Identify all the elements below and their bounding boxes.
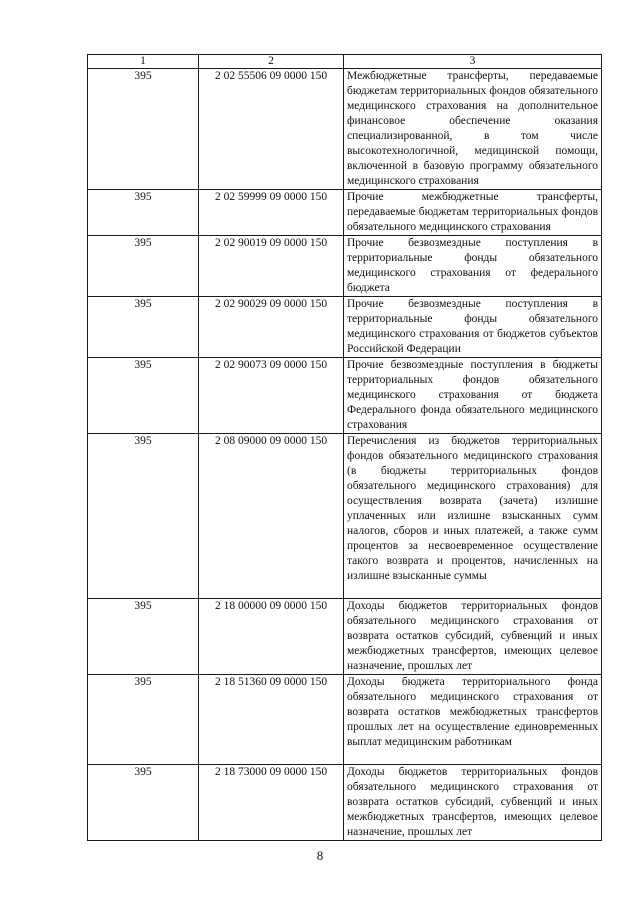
budget-code-cell: 2 02 90019 09 0000 150	[199, 236, 344, 297]
revenue-name-cell: Прочие безвозмездные поступления в территориальные фонды обязательного медицинского страхования от федерального бюджета	[344, 236, 602, 297]
table-row	[88, 236, 602, 297]
administrator-code-cell: 395	[88, 675, 199, 765]
column-number-row	[88, 55, 602, 69]
budget-code-cell: 2 02 90029 09 0000 150	[199, 297, 344, 358]
revenue-name-cell: Межбюджетные трансферты, передаваемые бюджетам территориальных фондов обязательного медицинского страхования на дополнительное финансовое обеспечение оказания специализированной, в том числе высокотехнологичной, медицинской помощи, включенной в базовую программу обязательного медицинского страхования	[344, 69, 602, 190]
table-row	[88, 434, 602, 599]
table-row	[88, 190, 602, 236]
administrator-code-cell: 395	[88, 190, 199, 236]
administrator-code-cell: 395	[88, 599, 199, 675]
revenue-name-cell: Прочие межбюджетные трансферты, передаваемые бюджетам территориальных фондов обязательного медицинского страхования	[344, 190, 602, 236]
revenue-name-cell: Доходы бюджетов территориальных фондов обязательного медицинского страхования от возврата остатков субсидий, субвенций и иных межбюджетных трансфертов, имеющих целевое назначение, прошлых лет	[344, 599, 602, 675]
table-row	[88, 297, 602, 358]
budget-code-cell: 2 02 59999 09 0000 150	[199, 190, 344, 236]
revenue-name-cell: Доходы бюджетов территориальных фондов обязательного медицинского страхования от возврата остатков субсидий, субвенций и иных межбюджетных трансфертов, имеющих целевое назначение, прошлых лет	[344, 765, 602, 841]
table-row	[88, 358, 602, 434]
table-row	[88, 599, 602, 675]
revenue-name-cell: Перечисления из бюджетов территориальных фондов обязательного медицинского страхования (в бюджеты территориальных фондов обязательного медицинского страхования) для осуществления возврата (зачета) излишне уплаченных или излишне взысканных сумм налогов, сборов и иных платежей, а также сумм процентов за несвоевременное осуществление такого возврата и процентов, начисленных на излишне взысканные суммы	[344, 434, 602, 599]
administrator-code-cell: 395	[88, 297, 199, 358]
budget-code-cell: 2 18 73000 09 0000 150	[199, 765, 344, 841]
revenue-name-cell: Прочие безвозмездные поступления в бюджеты территориальных фондов обязательного медицинского страхования от бюджета Федерального фонда обязательного медицинского страхования	[344, 358, 602, 434]
administrator-code-cell: 395	[88, 69, 199, 190]
budget-code-cell: 2 08 09000 09 0000 150	[199, 434, 344, 599]
table-row	[88, 675, 602, 765]
revenue-name-cell: Прочие безвозмездные поступления в территориальные фонды обязательного медицинского страхования от бюджетов субъектов Российской Федерации	[344, 297, 602, 358]
administrator-code-cell: 395	[88, 765, 199, 841]
table-row	[88, 765, 602, 841]
revenue-name-cell: Доходы бюджета территориального фонда обязательного медицинского страхования от возврата остатков межбюджетных трансфертов прошлых лет на осуществление единовременных выплат медицинским работникам	[344, 675, 602, 765]
page-number: 8	[316, 848, 324, 863]
administrator-code-cell: 395	[88, 434, 199, 599]
budget-code-cell: 2 18 00000 09 0000 150	[199, 599, 344, 675]
column-header-3: 3	[344, 55, 602, 69]
column-header-2: 2	[199, 55, 344, 69]
budget-classification-table	[87, 54, 602, 841]
administrator-code-cell: 395	[88, 358, 199, 434]
column-header-1: 1	[88, 55, 199, 69]
budget-code-cell: 2 02 90073 09 0000 150	[199, 358, 344, 434]
budget-code-cell: 2 18 51360 09 0000 150	[199, 675, 344, 765]
table-row	[88, 69, 602, 190]
budget-code-cell: 2 02 55506 09 0000 150	[199, 69, 344, 190]
administrator-code-cell: 395	[88, 236, 199, 297]
